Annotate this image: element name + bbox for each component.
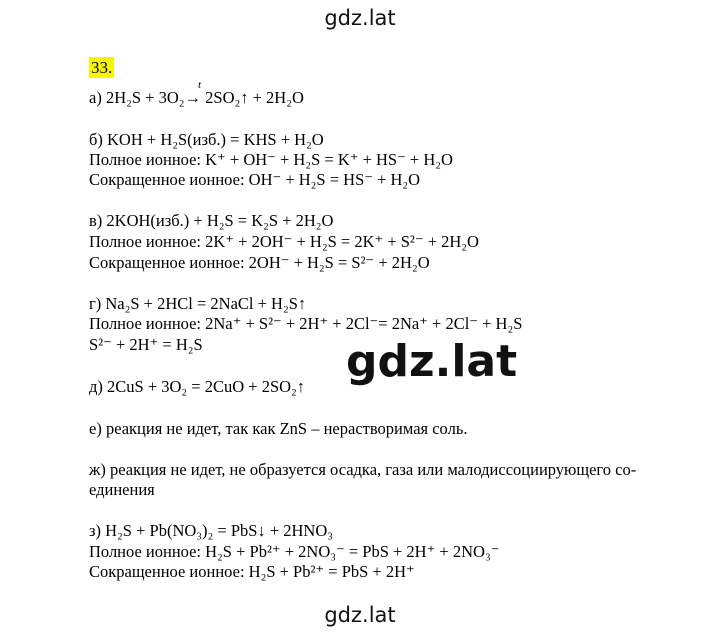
line-b2: Полное ионное: K⁺ + OH⁻ + H₂S = K⁺ + HS⁻ + H₂O	[89, 150, 453, 169]
line-zh1: ж) реакция не идет, не образуется осадка, газа или малодиссоциирующего со-	[89, 460, 637, 479]
line-zh2: единения	[89, 480, 155, 499]
line-a	[89, 88, 304, 108]
line-d: д) 2CuS + 3O₂ = 2CuO + 2SO₂↑	[89, 377, 306, 396]
line-v1: в) 2KOH(изб.) + H₂S = K₂S + 2H₂O	[89, 211, 334, 230]
line-z1: з) H₂S + Pb(NO₃)₂ = PbS↓ + 2HNO₃	[89, 521, 334, 540]
watermark-top: gdz.lat	[324, 6, 396, 30]
line-g3: S²⁻ + 2H⁺ = H₂S	[89, 335, 203, 354]
line-v3: Сокращенное ионное: 2OH⁻ + H₂S = S²⁻ + 2H₂O	[89, 253, 430, 272]
line-e: е) реакция не идет, так как ZnS – нерастворимая соль.	[89, 419, 468, 438]
line-z3: Сокращенное ионное: H₂S + Pb²⁺ = PbS + 2H⁺	[89, 562, 415, 581]
arrow-label: t	[198, 79, 202, 91]
line-b1: б) KOH + H₂S(изб.) = KHS + H₂O	[89, 130, 324, 149]
line-g2: Полное ионное: 2Na⁺ + S²⁻ + 2H⁺ + 2Cl⁻= 2Na⁺ + 2Cl⁻ + H₂S	[89, 314, 523, 333]
task-number: 33.	[91, 58, 113, 77]
watermark-center: gdz.lat	[346, 336, 518, 387]
line-g1: г) Na₂S + 2HCl = 2NaCl + H₂S↑	[89, 294, 307, 313]
line-b3: Сокращенное ионное: OH⁻ + H₂S = HS⁻ + H₂O	[89, 170, 421, 189]
line-z2: Полное ионное: H₂S + Pb²⁺ + 2NO₃⁻ = PbS + 2H⁺ + 2NO₃⁻	[89, 542, 500, 561]
line-a-text: а) 2H₂S + 3O₂→ 2SO₂↑ + 2H₂O	[89, 88, 304, 107]
line-v2: Полное ионное: 2K⁺ + 2OH⁻ + H₂S = 2K⁺ + S²⁻ + 2H₂O	[89, 232, 479, 251]
watermark-bottom: gdz.lat	[324, 603, 396, 627]
